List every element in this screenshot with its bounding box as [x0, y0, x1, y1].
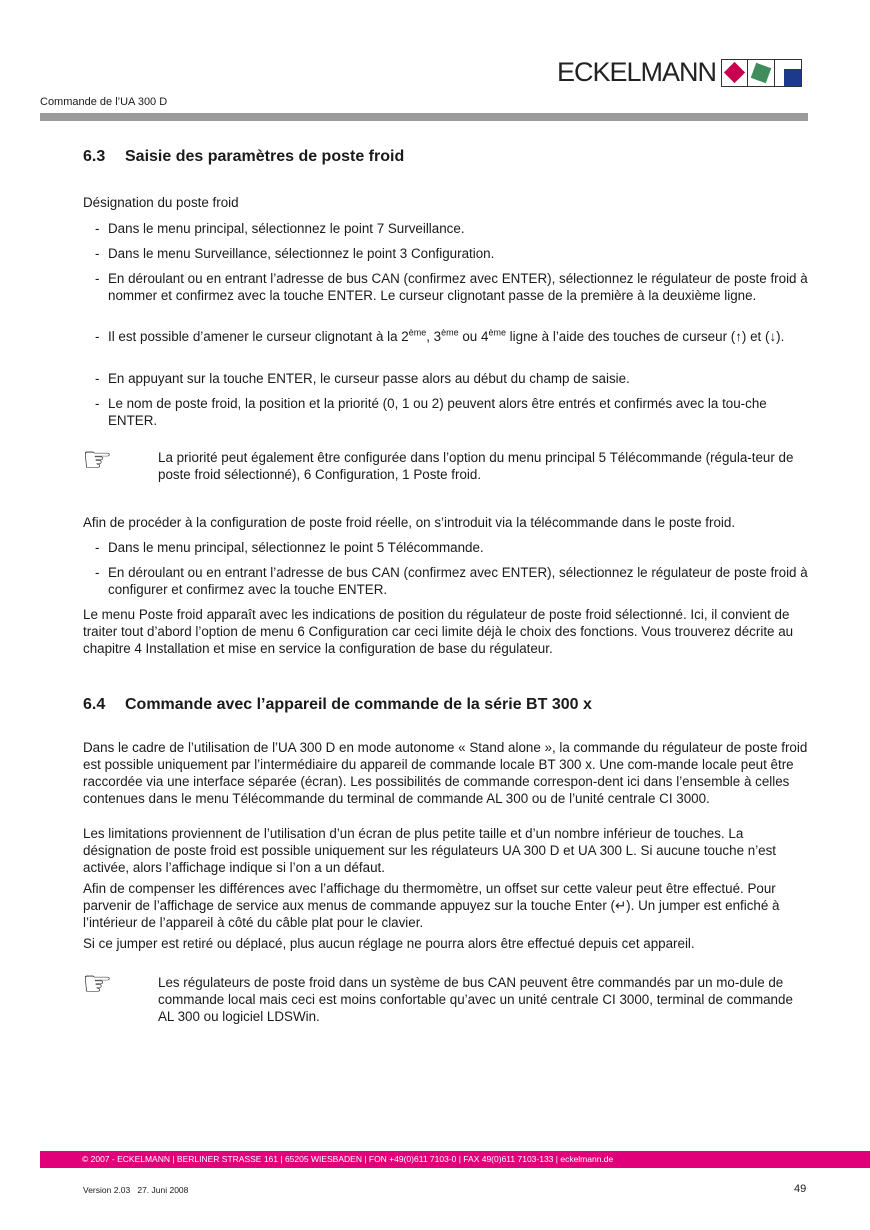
- section-number: 6.4: [83, 696, 106, 713]
- note-text: La priorité peut également être configurée dans l’option du menu principal 5 Télécommande (régula-teur de poste froid sélectionné), 6 Configuration, 1 Poste froid.: [158, 450, 794, 482]
- paragraph: Afin de compenser les différences avec l’affichage du thermomètre, un offset sur cette valeur peut être effectué. Pour parvenir de l’affichage de service aux menus de commande appuyez sur la touche Enter (↵). Un jumper est enfiché à l’intérieur de l’appareil à côté du câble plat pour le clavier.: [83, 881, 780, 930]
- section-heading-6-3: [83, 148, 404, 166]
- list-item: - Dans le menu principal, sélectionnez le point 7 Surveillance.: [95, 221, 465, 236]
- logo-text: ECKELMANN: [557, 57, 717, 87]
- logo-square-red: [721, 59, 749, 87]
- list-item: - En déroulant ou en entrant l’adresse de bus CAN (confirmez avec ENTER), sélectionnez le régulateur de poste froid à nommer et confirmez avec la touche ENTER. Le curseur clignotant passe de la première à la deuxième ligne.: [95, 271, 808, 303]
- list-item: - Le nom de poste froid, la position et la priorité (0, 1 ou 2) peuvent alors être entrés et confirmés avec la tou-che ENTER.: [95, 396, 767, 428]
- paragraph: Le menu Poste froid apparaît avec les indications de position du régulateur de poste froid sélectionné. Ici, il convient de traiter tout d’abord l’option de menu 6 Configuration car ceci limite déjà le choix des fonctions. Vous trouverez décrite au chapitre 4 Installation et mise en service la configuration de base du régulateur.: [83, 607, 794, 656]
- paragraph: Afin de procéder à la configuration de poste froid réelle, on s’introduit via la télécommande dans le poste froid.: [83, 515, 736, 530]
- page-number: 49: [794, 1183, 807, 1195]
- section-number: 6.3: [83, 148, 106, 165]
- header-divider: [40, 113, 808, 121]
- logo-square-blue: [774, 59, 802, 87]
- list-item: - Dans le menu Surveillance, sélectionnez le point 3 Configuration.: [95, 246, 495, 261]
- list-item: - Dans le menu principal, sélectionnez le point 5 Télécommande.: [95, 540, 484, 555]
- paragraph: Désignation du poste froid: [83, 195, 239, 210]
- section-heading-6-4: [83, 696, 592, 714]
- pointing-hand-icon: ☞: [82, 441, 113, 479]
- section-title: Commande avec l’appareil de commande de la série BT 300 x: [125, 696, 592, 713]
- document-title: Commande de l’UA 300 D: [40, 96, 168, 108]
- section-title: Saisie des paramètres de poste froid: [125, 148, 405, 165]
- note-text: Les régulateurs de poste froid dans un système de bus CAN peuvent être commandés par un mo-dule de commande local mais ceci est moins confortable qu’avec un unité centrale CI 3000, terminal de commande AL 300 ou logiciel LDSWin.: [158, 975, 793, 1024]
- paragraph: Dans le cadre de l’utilisation de l’UA 300 D en mode autonome « Stand alone », la commande du régulateur de poste froid est possible uniquement par l’intermédiaire du appareil de commande locale BT 300 x. Une com-mande locale peut être raccordée via une interface séparée (écran). Les possibilités de commande correspon-dent ici dans l’ensemble à celles contenues dans le menu Télécommande du terminal de commande AL 300 ou de l’unité centrale CI 3000.: [83, 740, 808, 806]
- version-date: Version 2.03 27. Juni 2008: [83, 1185, 189, 1195]
- list-item: - En appuyant sur la touche ENTER, le curseur passe alors au début du champ de saisie.: [95, 371, 630, 386]
- paragraph: Les limitations proviennent de l’utilisation d’un écran de plus petite taille et d’un nombre inférieur de touches. La désignation de poste froid est possible uniquement sur les régulateurs UA 300 D et UA 300 L. Si aucune touche n’est activée, alors l’affichage indique si l’on a un défaut.: [83, 826, 777, 875]
- list-item: - En déroulant ou en entrant l’adresse de bus CAN (confirmez avec ENTER), sélectionnez le régulateur de poste froid à configurer et confirmez avec la touche ENTER.: [95, 565, 808, 597]
- eckelmann-logo: [557, 57, 802, 88]
- footer-address-bar: © 2007 - ECKELMANN | BERLINER STRASSE 161 | 65205 WIESBADEN | FON +49(0)611 7103-0 | FAX 49(0)611 7103-133 | eckelmann.de: [40, 1151, 870, 1168]
- pointing-hand-icon: ☞: [82, 965, 113, 1003]
- logo-square-green: [747, 59, 775, 87]
- paragraph: Si ce jumper est retiré ou déplacé, plus aucun réglage ne pourra alors être effectué depuis cet appareil.: [83, 936, 695, 951]
- list-item: - Il est possible d’amener le curseur clignotant à la 2ème, 3ème ou 4ème ligne à l’aide des touches de curseur (↑) et (↓).: [95, 327, 785, 344]
